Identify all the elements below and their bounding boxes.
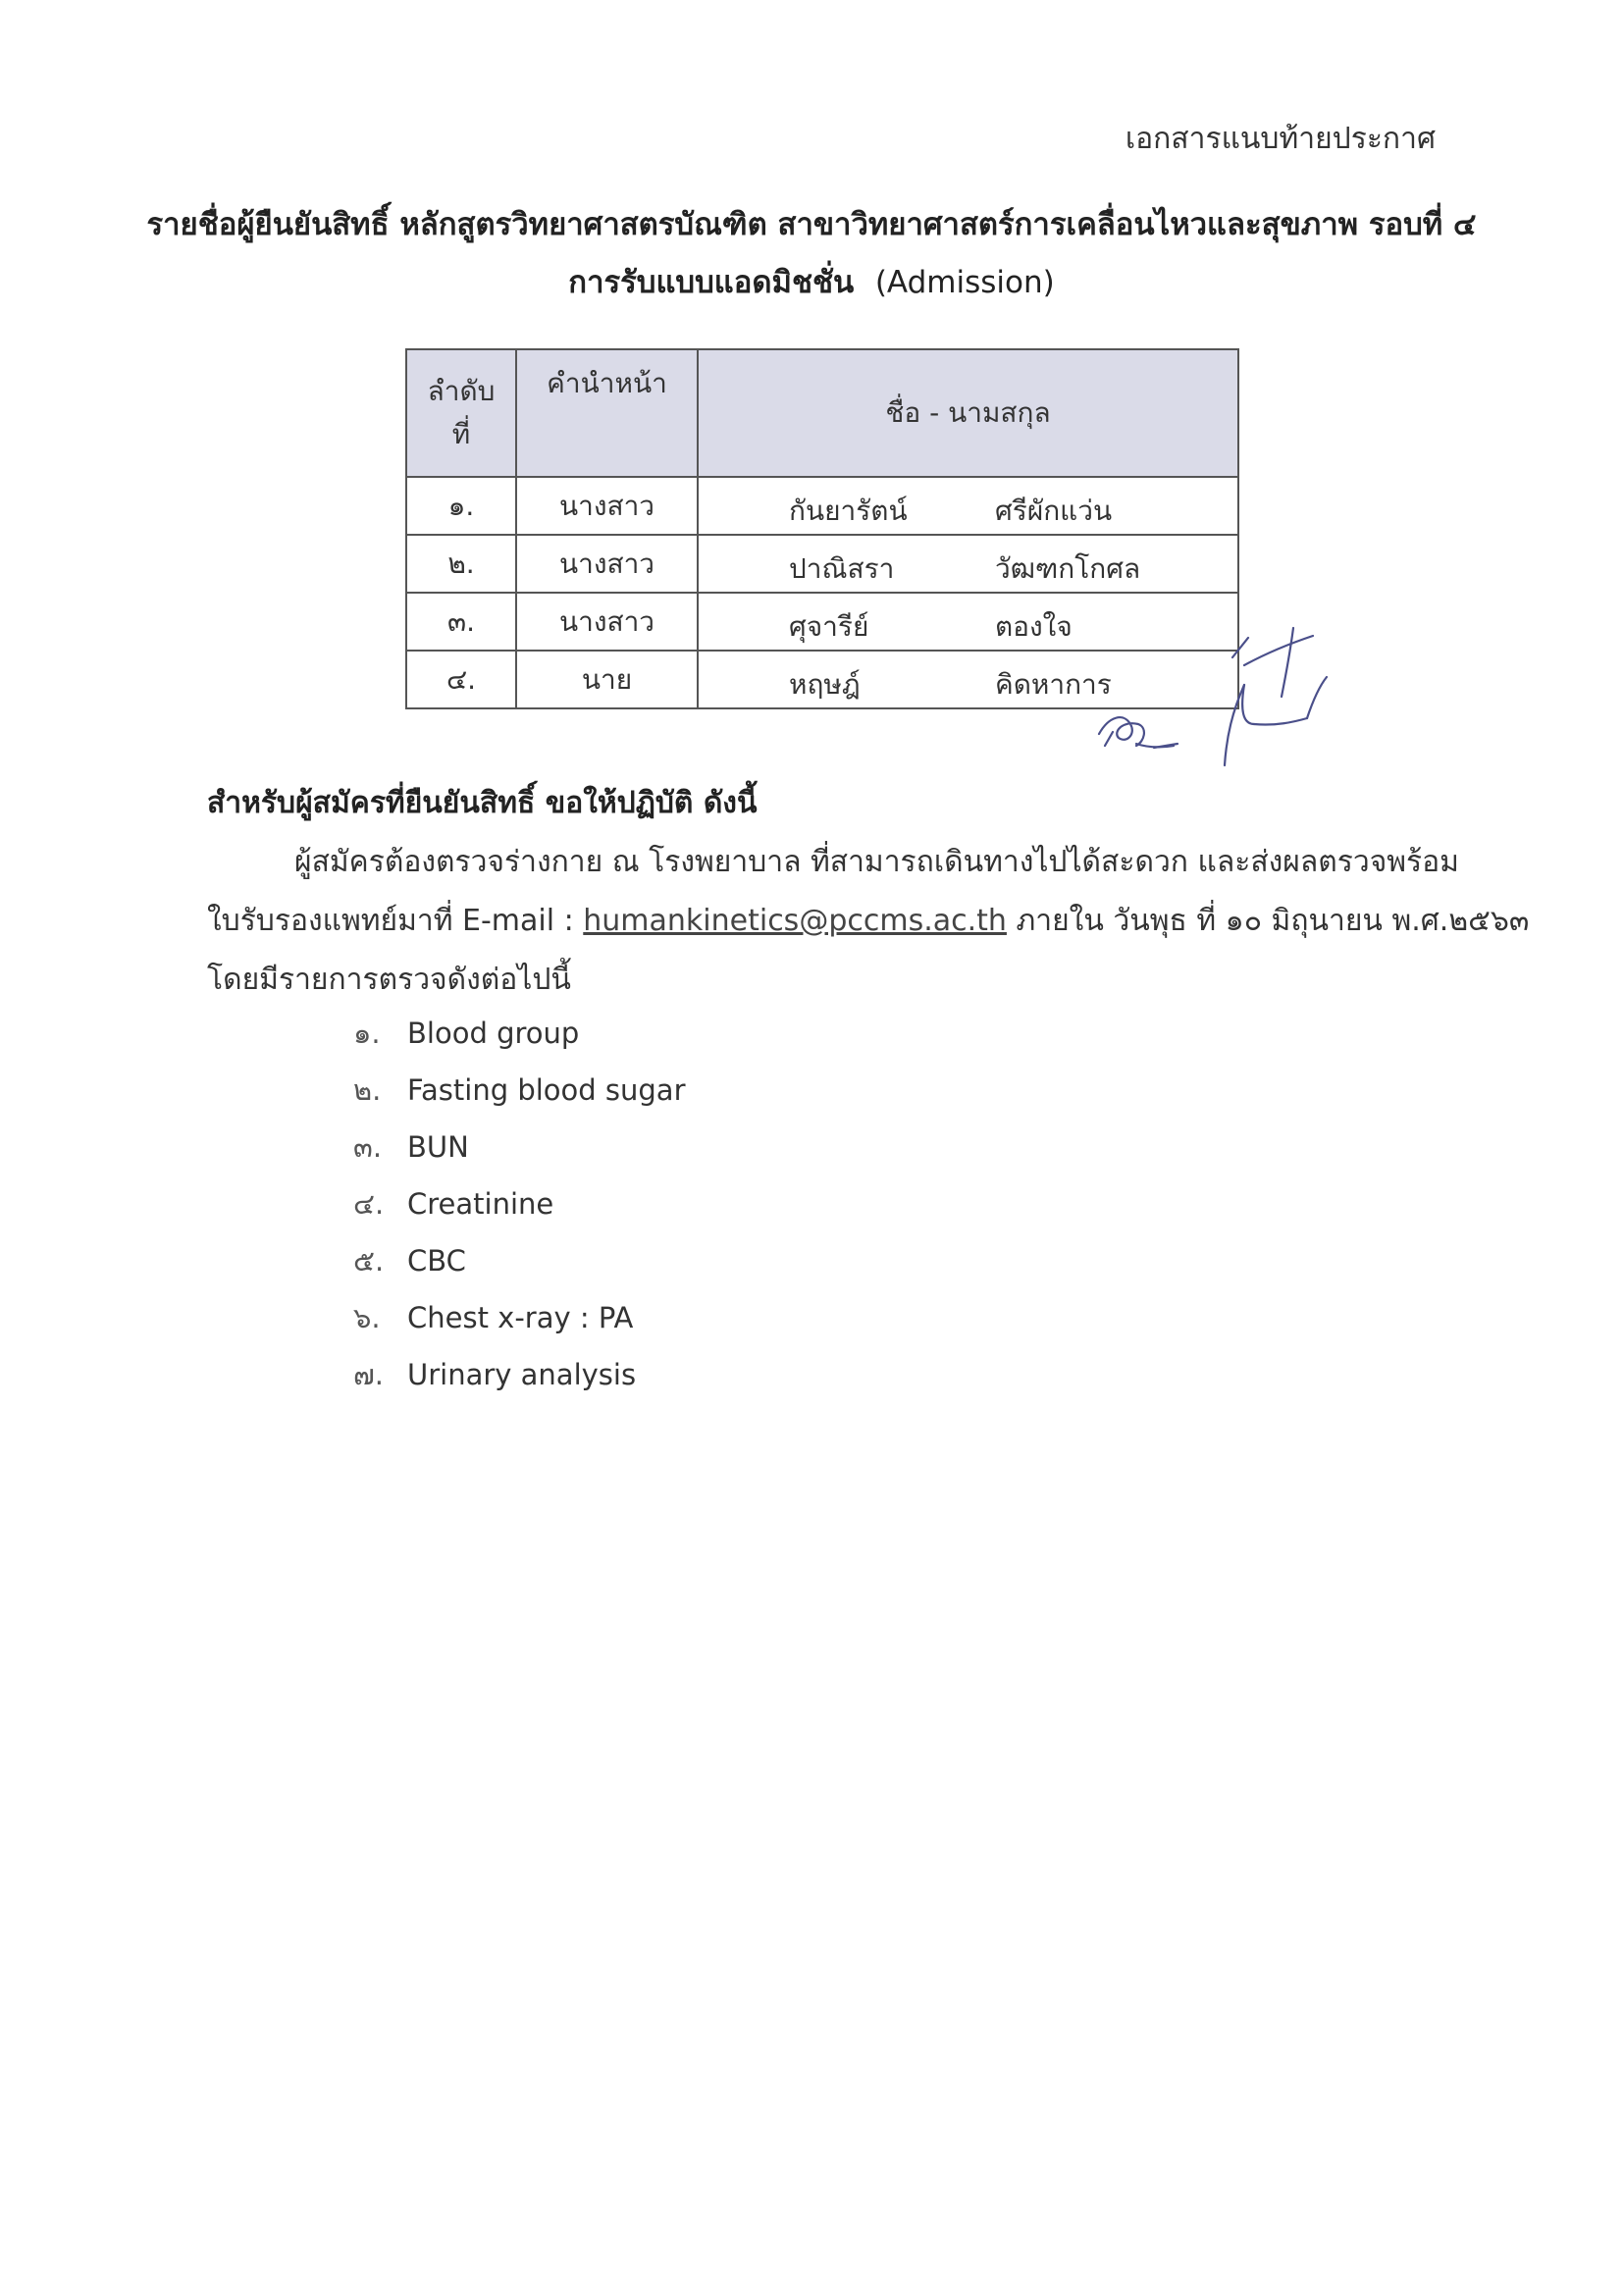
- header-order-line2: ที่: [451, 418, 471, 450]
- document-title-line2: [0, 257, 1623, 306]
- list-item: [353, 1355, 686, 1412]
- header-order-number: [406, 349, 516, 477]
- list-item-label: Urinary analysis: [407, 1358, 637, 1391]
- cell-full-name: [698, 535, 1238, 593]
- list-item: [353, 1298, 686, 1355]
- cell-prefix: นางสาว: [516, 477, 698, 535]
- last-name: วัฒฑกโกศล: [995, 552, 1141, 585]
- first-name: หฤษฎ์: [789, 668, 861, 701]
- cell-order-number: ๒.: [406, 535, 516, 593]
- list-item-label: Creatinine: [407, 1187, 554, 1221]
- title-admission-thai: การรับแบบแอดมิชชั่น: [568, 265, 855, 300]
- list-item-label: Chest x-ray : PA: [407, 1301, 634, 1334]
- last-name: ศรีผักแว่น: [995, 495, 1113, 527]
- header-prefix: คำนำหน้า: [516, 349, 698, 477]
- last-name: คิดหาการ: [995, 668, 1112, 701]
- instructions-paragraph-line2: [207, 898, 1529, 944]
- list-item: [353, 1070, 686, 1127]
- table-header-row: [406, 349, 1238, 477]
- table-row: [406, 535, 1238, 593]
- handwritten-signature: [1079, 618, 1413, 775]
- instructions-heading: สำหรับผู้สมัครที่ยืนยันสิทธิ์ ขอให้ปฏิบัติ ดังนี้: [207, 786, 758, 820]
- list-item-number: ๕.: [353, 1244, 385, 1278]
- instructions-deadline-text: ภายใน วันพุธ ที่ ๑๐ มิถุนายน พ.ศ.๒๕๖๓: [1006, 904, 1530, 938]
- first-name: กันยารัตน์: [789, 495, 908, 527]
- cell-prefix: นาย: [516, 651, 698, 708]
- list-item-number: ๓.: [353, 1130, 383, 1164]
- document-title-line1: รายชื่อผู้ยืนยันสิทธิ์ หลักสูตรวิทยาศาสตรบัณฑิต สาขาวิทยาศาสตร์การเคลื่อนไหวและสุขภาพ รอบที่ ๔: [146, 207, 1477, 242]
- cell-order-number: ๔.: [406, 651, 516, 708]
- list-item: [353, 1014, 686, 1070]
- table-row: [406, 477, 1238, 535]
- attachment-note: เอกสารแนบท้ายประกาศ: [1125, 122, 1436, 156]
- cell-full-name: [698, 477, 1238, 535]
- first-name: ศุจารีย์: [789, 610, 869, 643]
- list-item: [353, 1184, 686, 1241]
- list-item: [353, 1127, 686, 1184]
- cell-order-number: ๓.: [406, 593, 516, 651]
- instructions-paragraph-line1: ผู้สมัครต้องตรวจร่างกาย ณ โรงพยาบาล ที่สามารถเดินทางไปได้สะดวก และส่งผลตรวจพร้อม: [294, 845, 1459, 879]
- list-item-number: ๑.: [353, 1017, 381, 1050]
- header-order-line1: ลำดับ: [427, 375, 496, 407]
- list-item: [353, 1241, 686, 1298]
- cell-order-number: ๑.: [406, 477, 516, 535]
- first-name: ปาณิสรา: [789, 552, 895, 585]
- list-item-number: ๗.: [353, 1358, 385, 1391]
- cell-prefix: นางสาว: [516, 535, 698, 593]
- header-full-name: ชื่อ - นามสกุล: [698, 349, 1238, 477]
- email-link[interactable]: humankinetics@pccms.ac.th: [583, 904, 1007, 938]
- instructions-text-before-email: ใบรับรองแพทย์มาที่ E-mail :: [207, 904, 584, 938]
- instructions-paragraph-line3: โดยมีรายการตรวจดังต่อไปนี้: [207, 963, 571, 997]
- list-item-number: ๔.: [353, 1187, 385, 1221]
- list-item-label: CBC: [407, 1244, 466, 1278]
- medical-checklist: [353, 1014, 686, 1412]
- list-item-label: BUN: [407, 1130, 469, 1164]
- list-item-number: ๒.: [353, 1073, 382, 1107]
- list-item-number: ๖.: [353, 1301, 381, 1334]
- list-item-label: Blood group: [407, 1017, 580, 1050]
- last-name: ตองใจ: [995, 610, 1073, 643]
- list-item-label: Fasting blood sugar: [407, 1073, 686, 1107]
- title-admission-english: (Admission): [874, 265, 1055, 300]
- cell-prefix: นางสาว: [516, 593, 698, 651]
